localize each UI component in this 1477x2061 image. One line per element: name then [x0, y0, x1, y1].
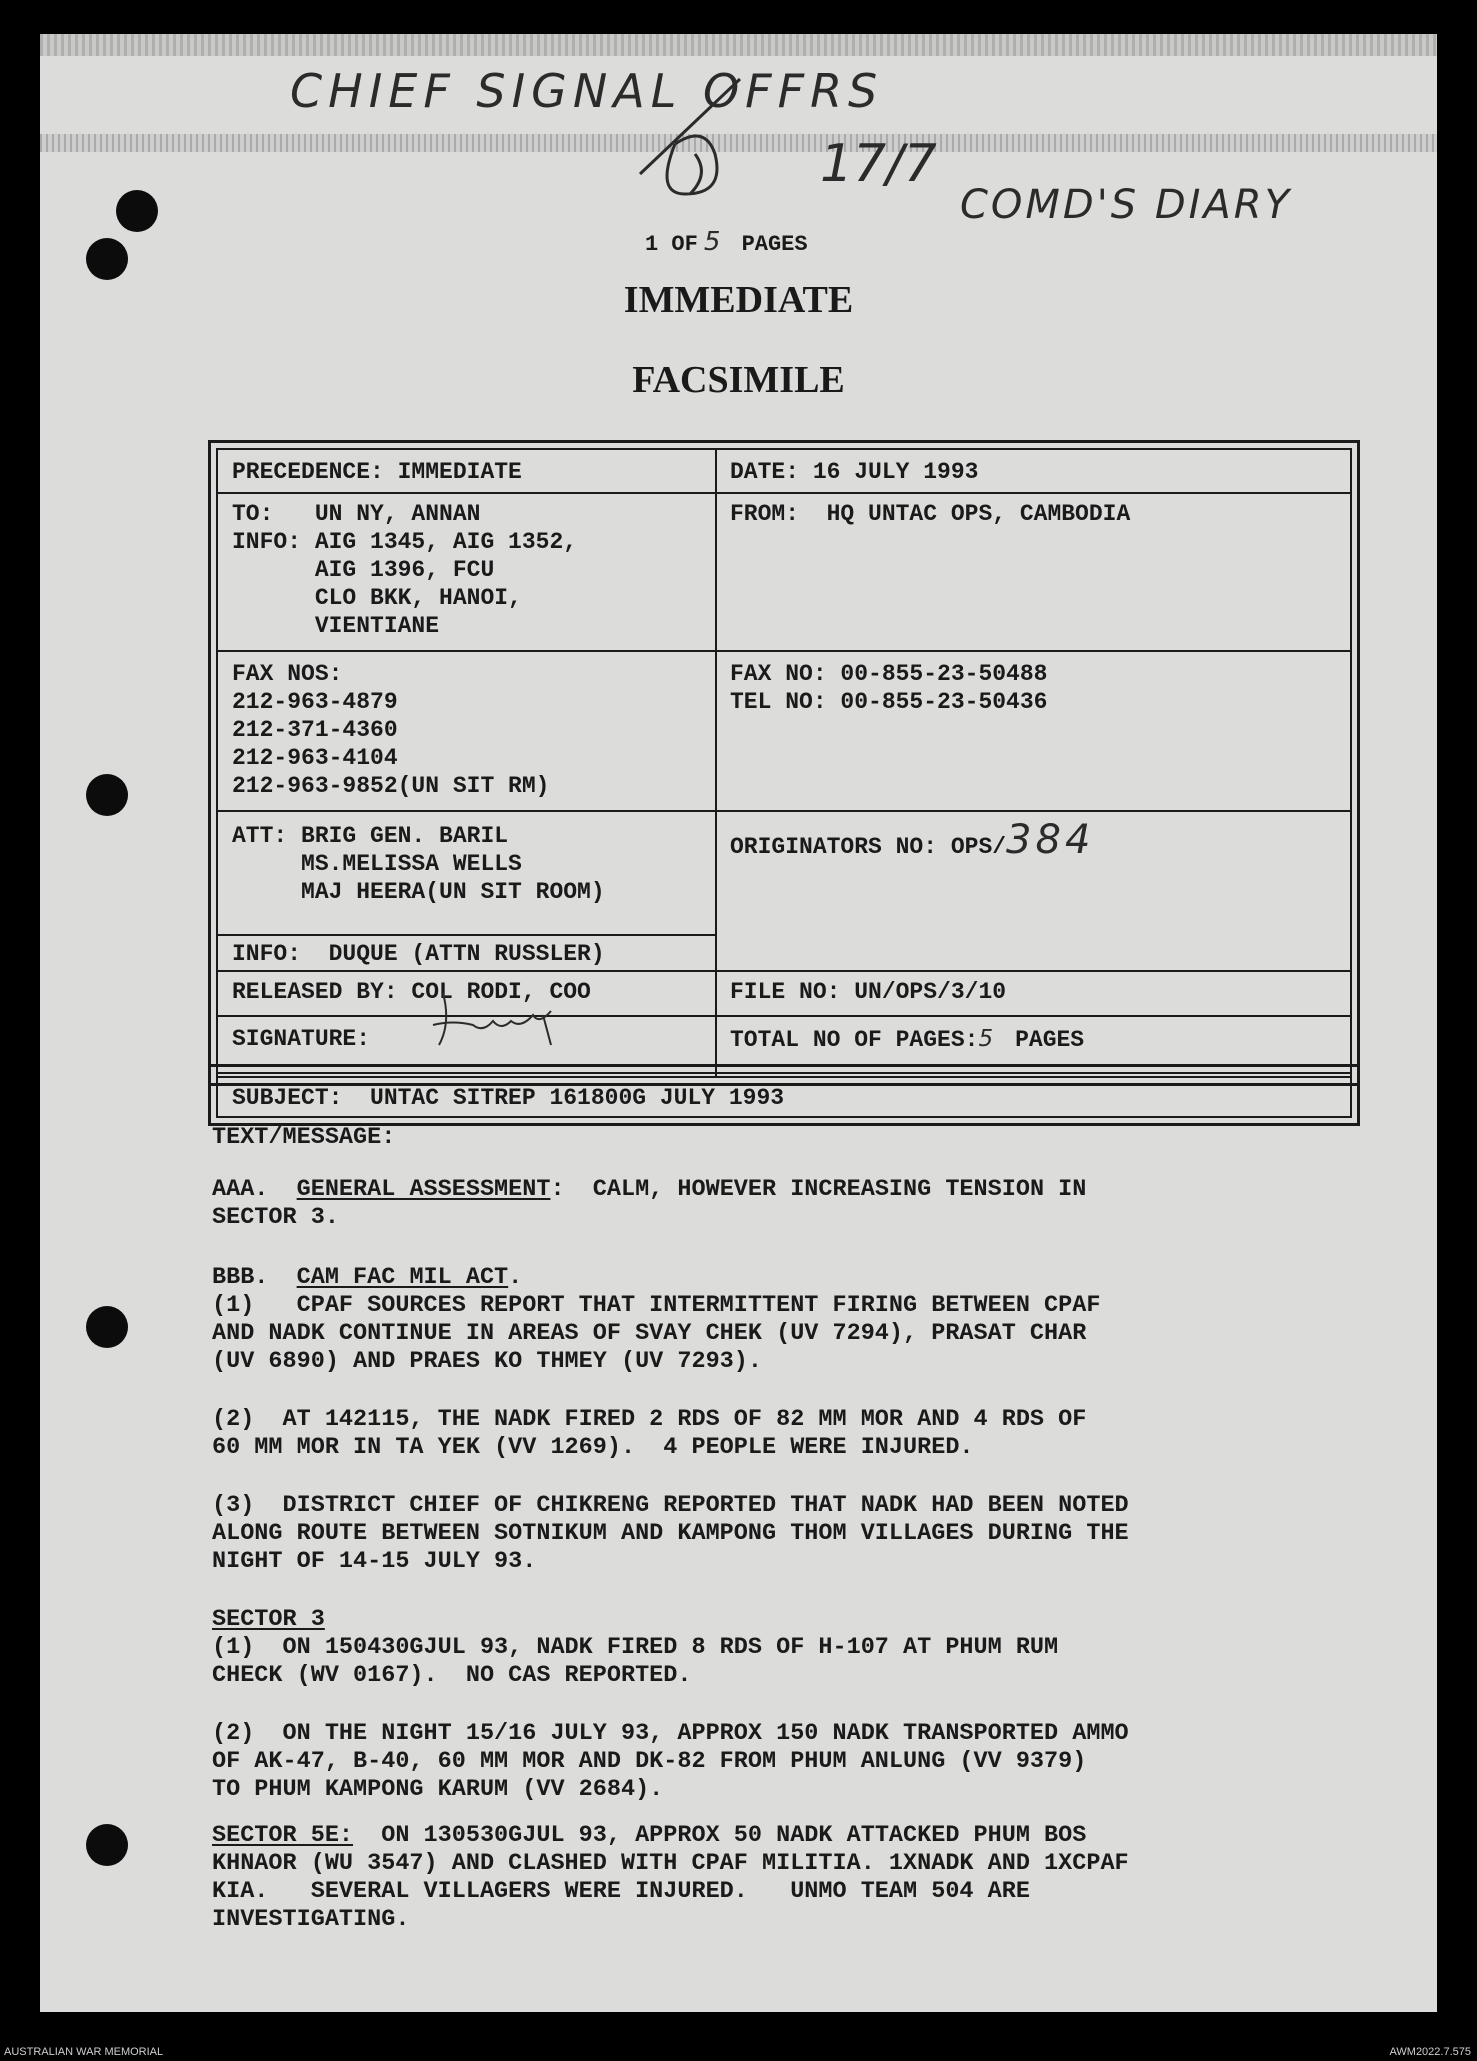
bbb-item-3: (3) DISTRICT CHIEF OF CHIKRENG REPORTED THAT NADK HAD BEEN NOTED ALONG ROUTE BETWEEN SOTNIKUM AND KAMPONG THOM VILLAGES DURING THE NIGHT OF 14-15 JULY 93. — [212, 1492, 1129, 1575]
bbb-item-2: (2) AT 142115, THE NADK FIRED 2 RDS OF 82 MM MOR AND 4 RDS OF 60 MM MOR IN TA YEK (VV 1269). 4 PEOPLE WERE INJURED. — [212, 1406, 1087, 1461]
sector3-heading — [212, 1606, 325, 1634]
handwritten-date: 17/7 — [820, 134, 937, 194]
document-subtitle: FACSIMILE — [632, 359, 845, 401]
subject-field: SUBJECT: UNTAC SITREP 161800G JULY 1993 — [232, 1085, 785, 1111]
punch-hole — [86, 1824, 128, 1866]
page-count-handwritten: 5 — [703, 227, 721, 257]
total-pages-label: TOTAL NO OF PAGES: — [730, 1027, 979, 1053]
punch-hole — [86, 238, 128, 280]
sector3-item-1: (1) ON 150430GJUL 93, NADK FIRED 8 RDS OF H-107 AT PHUM RUM CHECK (WV 0167). NO CAS REPORTED. — [212, 1634, 1059, 1689]
total-pages-field — [730, 1025, 1084, 1054]
sector3-item-2: (2) ON THE NIGHT 15/16 JULY 93, APPROX 150 NADK TRANSPORTED AMMO OF AK-47, B-40, 60 MM MOR AND DK-82 FROM PHUM ANLUNG (VV 9379) TO PHUM KAMPONG KARUM (VV 2684). — [212, 1720, 1129, 1803]
document-title: IMMEDIATE — [623, 279, 854, 321]
signature-label: SIGNATURE: — [232, 1026, 371, 1052]
document-page — [40, 34, 1437, 2012]
page-count — [645, 227, 808, 257]
aaa-text: : CALM, HOWEVER INCREASING TENSION IN SECTOR 3. — [212, 1176, 1087, 1231]
handwritten-routing-note: CHIEF SIGNAL OFFRS — [290, 64, 884, 118]
aaa-prefix: AAA. — [212, 1176, 297, 1203]
archive-credit: AUSTRALIAN WAR MEMORIAL — [4, 2046, 164, 2058]
precedence-field: PRECEDENCE: IMMEDIATE — [232, 459, 522, 485]
originators-label: ORIGINATORS NO: OPS/ — [730, 834, 1007, 860]
text-message-label: TEXT/MESSAGE: — [212, 1124, 396, 1151]
bbb-heading-line — [212, 1264, 522, 1292]
date-field: DATE: 16 JULY 1993 — [730, 459, 979, 485]
aaa-heading: GENERAL ASSESSMENT — [296, 1176, 551, 1203]
scan-artifact-band — [40, 34, 1437, 56]
subject-box — [208, 1064, 1360, 1126]
to-info-field: TO: UN NY, ANNAN INFO: AIG 1345, AIG 1352, AIG 1396, FCU CLO BKK, HANOI, VIENTIANE — [232, 501, 578, 639]
file-number-field: FILE NO: UN/OPS/3/10 — [730, 979, 1007, 1005]
bbb-prefix: BBB. — [212, 1264, 297, 1291]
archive-reference: AWM2022.7.575 — [1389, 2046, 1471, 2058]
page-count-suffix: PAGES — [741, 232, 808, 257]
page-count-prefix: 1 OF — [645, 232, 698, 257]
sector5e-heading: SECTOR 5E: — [212, 1822, 354, 1849]
handwritten-signature — [423, 985, 593, 1055]
attention-field: ATT: BRIG GEN. BARIL MS.MELISSA WELLS MAJ HEERA(UN SIT ROOM) — [232, 823, 605, 905]
from-field: FROM: HQ UNTAC OPS, CAMBODIA — [730, 501, 1131, 527]
originators-handwritten-number: 384 — [1006, 817, 1095, 863]
info-field: INFO: DUQUE (ATTN RUSSLER) — [232, 941, 605, 967]
released-by-field: RELEASED BY: COL RODI, COO — [232, 979, 591, 1005]
fax-header-form — [208, 440, 1360, 1086]
originators-number-field — [730, 817, 1095, 863]
sender-fax-tel-field: FAX NO: 00-855-23-50488 TEL NO: 00-855-23-50436 — [730, 661, 1048, 715]
punch-hole — [86, 774, 128, 816]
fax-numbers-field: FAX NOS: 212-963-4879 212-371-4360 212-963-4104 212-963-9852(UN SIT RM) — [232, 661, 550, 799]
bbb-suffix: . — [508, 1264, 523, 1291]
bbb-item-1: (1) CPAF SOURCES REPORT THAT INTERMITTENT FIRING BETWEEN CPAF AND NADK CONTINUE IN AREAS OF SVAY CHEK (UV 7294), PRASAT CHAR (UV 6890) AND PRAES KO THMEY (UV 7293). — [212, 1292, 1101, 1375]
punch-hole — [116, 190, 158, 232]
sector5e-paragraph — [212, 1822, 1129, 1934]
total-pages-handwritten: 5 — [978, 1026, 994, 1052]
sector3-heading-text: SECTOR 3 — [212, 1606, 325, 1633]
punch-hole — [86, 1306, 128, 1348]
sector5e-text: ON 130530GJUL 93, APPROX 50 NADK ATTACKED PHUM BOS KHNAOR (WU 3547) AND CLASHED WITH CPAF MILITIA. 1XNADK AND 1XCPAF KIA. SEVERAL VILLAGERS WERE INJURED. UNMO TEAM 504 ARE INVESTIGATING. — [212, 1822, 1129, 1933]
handwritten-diary-note: COMD'S DIARY — [960, 182, 1293, 228]
bbb-heading: CAM FAC MIL ACT — [296, 1264, 509, 1291]
aaa-paragraph — [212, 1176, 1086, 1232]
total-pages-suffix: PAGES — [1015, 1027, 1085, 1053]
